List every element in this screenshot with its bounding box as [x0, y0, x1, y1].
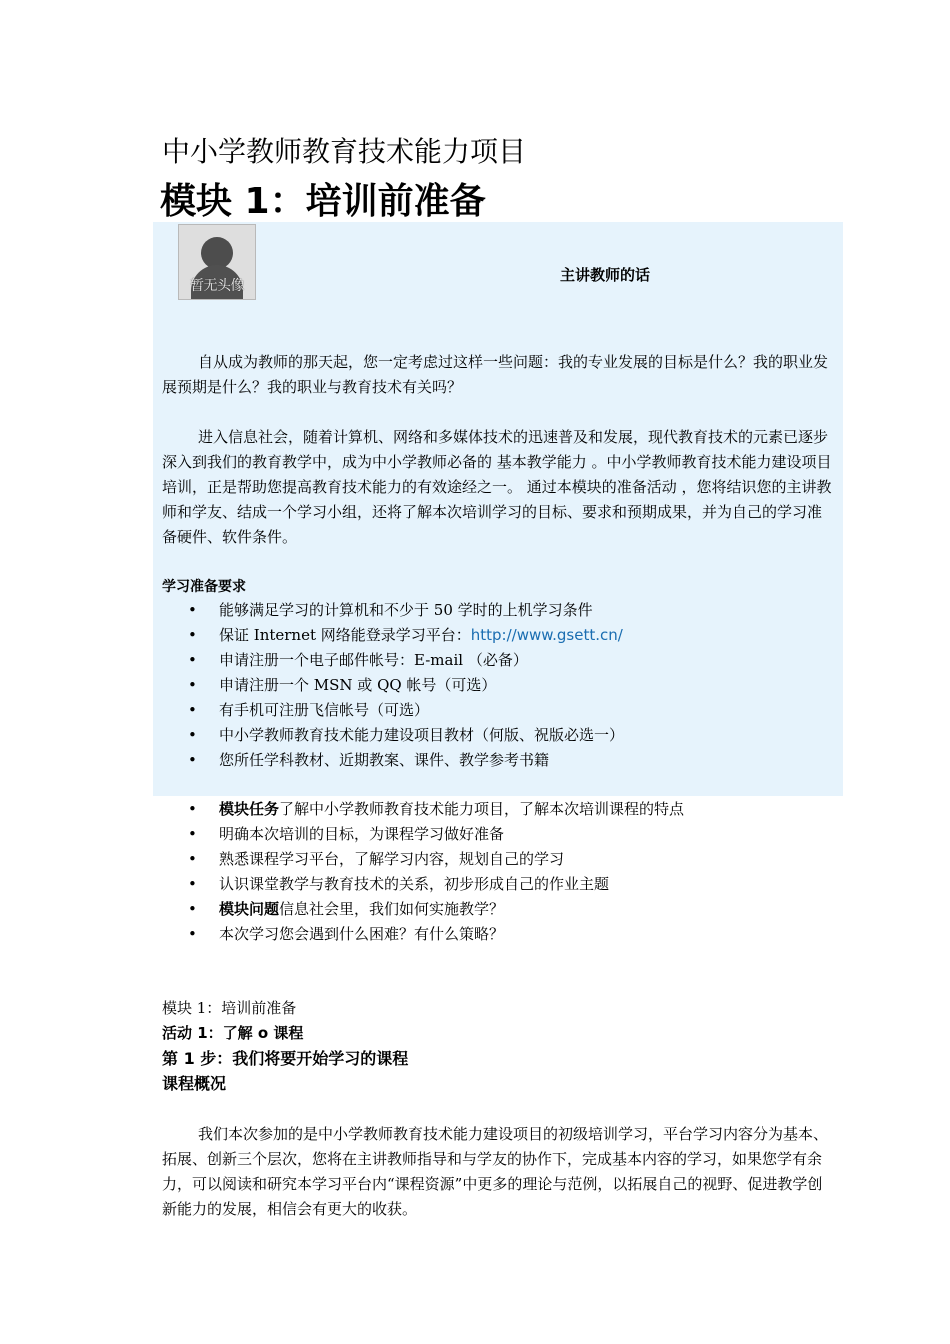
list-item: • 明确本次培训的目标，为课程学习做好准备 — [162, 822, 684, 847]
platform-link[interactable]: http://www.gsett.cn/ — [470, 626, 623, 644]
list-item: • 模块问题信息社会里，我们如何实施教学？ — [162, 897, 684, 922]
activity-heading: 活动 1：了解 o 课程 — [162, 1024, 304, 1042]
task-label: 模块任务 — [219, 800, 280, 818]
module-tasks-list — [162, 797, 684, 947]
list-item: • 本次学习您会遇到什么困难？有什么策略？ — [162, 922, 684, 947]
list-item: • 申请注册一个 MSN 或 QQ 帐号（可选） — [162, 673, 624, 698]
intro-paragraph-2-text: 进入信息社会，随着计算机、网络和多媒体技术的迅速普及和发展，现代教育技术的元素已逐步深入到我们的教育教学中，成为中小学教师必备的 基本教学能力 。中小学教师教育技术能力建设项目培训，正是帮助您提高教育技术能力的有效途经之一。 通过本模块的准备活动 ，您将结识您的主讲教师和学友、结成一个学习小组，还将了解本次培训学习的目标、要求和预期成果，并为自己的学习准备硬件、软件条件。 — [162, 428, 832, 546]
module-title: 模块 1：培训前准备 — [160, 181, 486, 222]
avatar — [178, 224, 256, 300]
course-overview-paragraph — [162, 1122, 834, 1222]
step-heading: 第 1 步：我们将要开始学习的课程 — [162, 1049, 409, 1068]
question-label: 模块问题 — [219, 900, 280, 918]
list-item: • 有手机可注册飞信帐号（可选） — [162, 698, 624, 723]
avatar-placeholder-text: 暂无头像 — [190, 278, 244, 294]
requirements-list — [162, 598, 624, 773]
list-item: • 认识课堂教学与教育技术的关系，初步形成自己的作业主题 — [162, 872, 684, 897]
intro-paragraph-1-text: 自从成为教师的那天起，您一定考虑过这样一些问题：我的专业发展的目标是什么？我的职业发展预期是什么？我的职业与教育技术有关吗？ — [162, 353, 829, 396]
list-item: • 能够满足学习的计算机和不少于 50 学时的上机学习条件 — [162, 598, 624, 623]
list-item: • 中小学教师教育技术能力建设项目教材（何版、祝版必选一） — [162, 723, 624, 748]
speaker-heading: 主讲教师的话 — [560, 266, 651, 284]
requirements-heading: 学习准备要求 — [162, 579, 246, 595]
intro-paragraph-1 — [162, 350, 834, 400]
course-overview-text: 我们本次参加的是中小学教师教育技术能力建设项目的初级培训学习，平台学习内容分为基本、拓展、创新三个层次，您将在主讲教师指导和与学友的协作下，完成基本内容的学习，如果您学有余力，可以阅读和研究本学习平台内“课程资源”中更多的理论与范例，以拓展自己的视野、促进教学创新能力的发展，相信会有更大的收获。 — [162, 1125, 829, 1218]
list-item: • 申请注册一个电子邮件帐号：E-mail （必备） — [162, 648, 624, 673]
module-breadcrumb: 模块 1：培训前准备 — [162, 999, 297, 1017]
intro-paragraph-2 — [162, 425, 834, 550]
list-item: • 您所任学科教材、近期教案、课件、教学参考书籍 — [162, 748, 624, 773]
document-title: 中小学教师教育技术能力项目 — [162, 135, 527, 168]
overview-heading: 课程概况 — [162, 1074, 227, 1093]
list-item: • 熟悉课程学习平台，了解学习内容，规划自己的学习 — [162, 847, 684, 872]
list-item: • 模块任务了解中小学教师教育技术能力项目，了解本次培训课程的特点 — [162, 797, 684, 822]
list-item: • 保证 Internet 网络能登录学习平台：http://www.gsett.cn/ — [162, 623, 624, 648]
